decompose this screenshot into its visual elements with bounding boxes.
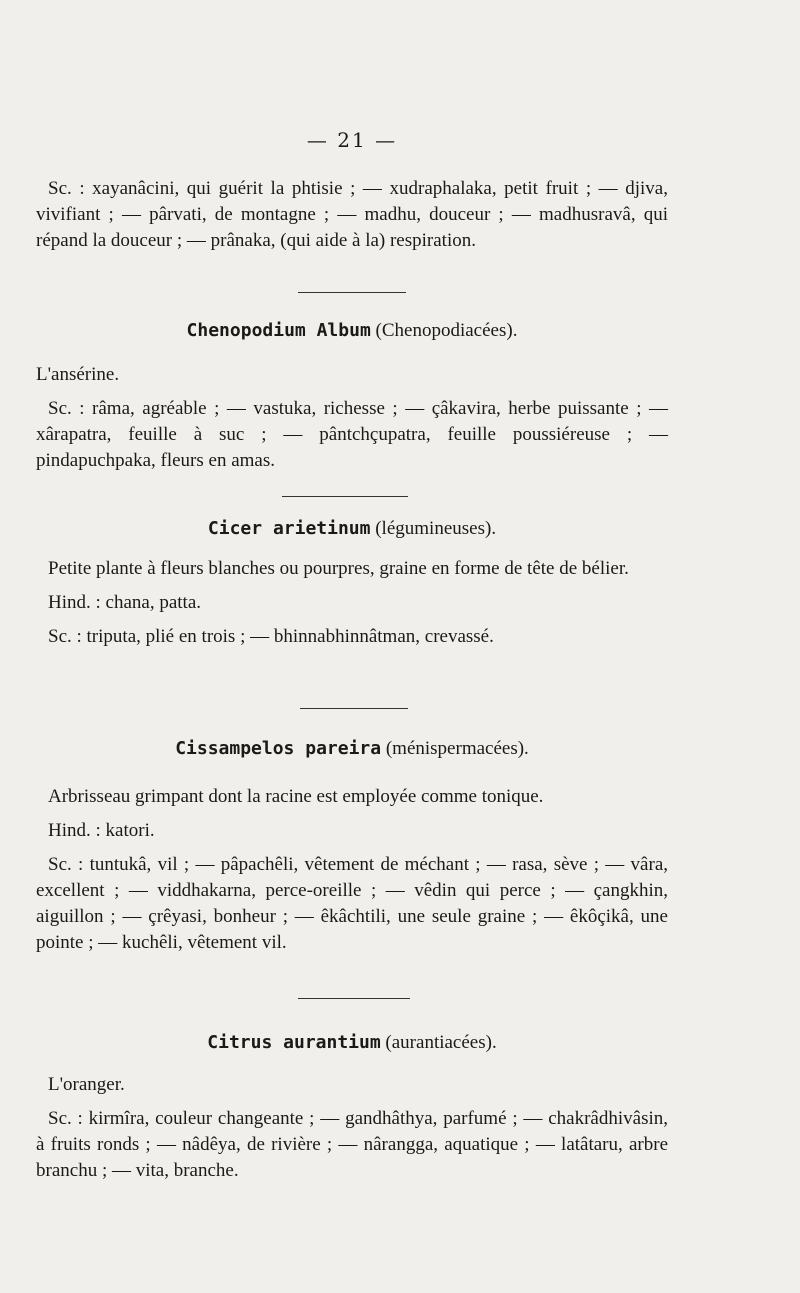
section-body-cissampelos [36, 784, 668, 956]
heading-family: (aurantiacées). [385, 1032, 497, 1053]
section-heading-cissampelos [36, 736, 668, 762]
paragraph-text: L'ansérine. [36, 364, 120, 385]
heading-family: (Chenopodiacées). [375, 320, 518, 341]
paragraph-text: Sc. : kirmîra, couleur changeante ; — gandhâthya, parfumé ; — chakrâdhivâsin, à fruits ronds ; — nâdêya, de rivière ; — nârangga, aquatique ; — latâtaru, arbre branchu ; — vita, branche. [36, 1108, 668, 1181]
book-page [36, 0, 668, 1293]
heading-latin-name: Cissampelos pareira [175, 738, 382, 759]
heading-family: (légumineuses). [375, 518, 497, 539]
section-heading-chenopodium [36, 318, 668, 344]
paragraph-text: Petite plante à fleurs blanches ou pourpres, graine en forme de tête de bélier. [48, 558, 629, 579]
section-body-cicer [36, 556, 668, 650]
intro-paragraph [36, 176, 668, 254]
heading-latin-name: Cicer arietinum [207, 518, 371, 539]
heading-family: (ménispermacées). [385, 738, 529, 759]
paragraph-text: Sc. : tuntukâ, vil ; — pâpachêli, vêtement de méchant ; — rasa, sève ; — vâra, excellent ; — viddhakarna, perce-oreille ; — vêdin qui perce ; — çangkhin, aiguillon ; — çrêyasi, bonheur ; — êkâchtili, une seule graine ; — êkôçikâ, une pointe ; — kuchêli, vêtement vil. [36, 854, 668, 953]
paragraph-text: Arbrisseau grimpant dont la racine est employée comme tonique. [48, 786, 544, 807]
paragraph-text: L'oranger. [48, 1074, 125, 1095]
paragraph-text: Hind. : chana, patta. [48, 592, 202, 613]
section-body-citrus [36, 1072, 668, 1184]
page-number: — 21 — [306, 128, 398, 152]
section-divider [298, 998, 410, 999]
section-divider [282, 496, 408, 497]
section-heading-cicer [36, 516, 668, 542]
paragraph-text: Hind. : katori. [48, 820, 155, 841]
section-divider [298, 292, 406, 293]
section-body-chenopodium [36, 362, 668, 474]
heading-latin-name: Citrus aurantium [207, 1032, 381, 1053]
heading-latin-name: Chenopodium Album [186, 320, 371, 341]
paragraph-text: Sc. : xayanâcini, qui guérit la phtisie ; — xudraphalaka, petit fruit ; — djiva, vivifiant ; — pârvati, de montagne ; — madhu, douceur ; — madhusravâ, qui répand la douceur ; — prânaka, (qui aide à la) respiration. [36, 178, 668, 251]
section-divider [300, 708, 408, 709]
paragraph-text: Sc. : triputa, plié en trois ; — bhinnabhinnâtman, crevassé. [48, 626, 494, 647]
section-heading-citrus [36, 1030, 668, 1056]
paragraph-text: Sc. : râma, agréable ; — vastuka, richesse ; — çâkavira, herbe puissante ; — xârapatra, feuille à suc ; — pântchçupatra, feuille poussiéreuse ; — pindapuchpaka, fleurs en amas. [36, 398, 668, 471]
